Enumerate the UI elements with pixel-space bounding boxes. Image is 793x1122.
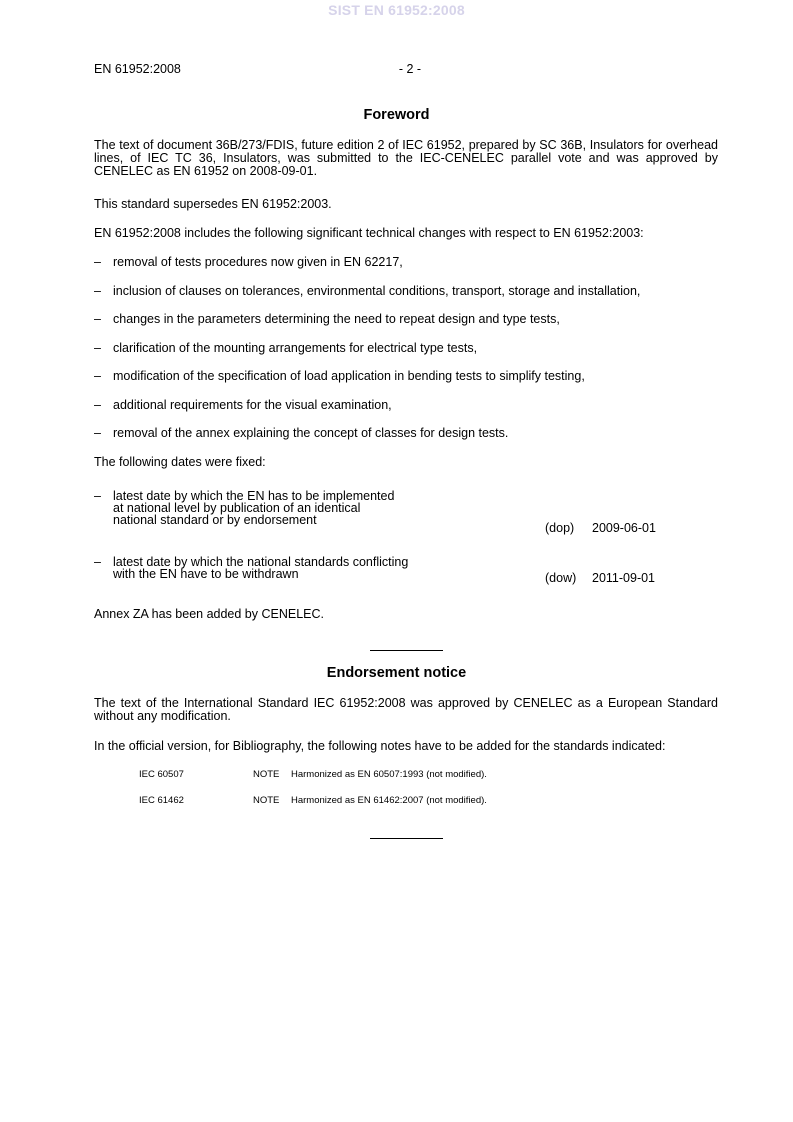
list-item-text: removal of tests procedures now given in EN 62217, bbox=[113, 255, 403, 269]
list-item-text: changes in the parameters determining the need to repeat design and type tests, bbox=[113, 312, 560, 326]
dash-bullet: – bbox=[94, 341, 101, 355]
endorsement-title: Endorsement notice bbox=[326, 665, 467, 681]
dash-bullet: – bbox=[94, 284, 101, 298]
dash-bullet: – bbox=[94, 426, 101, 440]
section-divider bbox=[370, 838, 443, 839]
dash-bullet: – bbox=[94, 489, 101, 503]
date-entry-text: latest date by which the national standards conflicting with the EN have to be withdrawn bbox=[113, 555, 409, 581]
watermark: SIST EN 61952:2008 bbox=[328, 2, 465, 18]
list-item-text: clarification of the mounting arrangements for electrical type tests, bbox=[113, 341, 478, 355]
list-item-text: modification of the specification of load application in bending tests to simplify testing, bbox=[113, 369, 585, 383]
note-reference: IEC 60507 bbox=[139, 769, 184, 780]
foreword-dates-intro: The following dates were fixed: bbox=[94, 455, 266, 469]
dash-bullet: – bbox=[94, 555, 101, 569]
dash-bullet: – bbox=[94, 312, 101, 326]
list-item-text: inclusion of clauses on tolerances, environmental conditions, transport, storage and installation, bbox=[113, 284, 641, 298]
endorsement-text: The text of the International Standard IEC 61952:2008 was approved by CENELEC as a European Standard without any modification. bbox=[94, 696, 718, 723]
note-text: Harmonized as EN 60507:1993 (not modified). bbox=[291, 769, 487, 780]
date-entry-date: 2009-06-01 bbox=[592, 521, 656, 535]
note-label: NOTE bbox=[253, 795, 280, 806]
dash-bullet: – bbox=[94, 255, 101, 269]
header-doc-id: EN 61952:2008 bbox=[94, 62, 181, 76]
date-entry-date: 2011-09-01 bbox=[592, 571, 656, 585]
list-item-text: removal of the annex explaining the concept of classes for design tests. bbox=[113, 426, 509, 440]
foreword-intro: The text of document 36B/273/FDIS, future edition 2 of IEC 61952, prepared by SC 36B, Insulators for overhead lines, of IEC TC 36, Insulators, was submitted to the IEC-CENELEC parallel vote and was approved by CENELEC as EN 61952 on 2008-09-01. bbox=[94, 138, 718, 178]
date-entry-code: (dow) bbox=[545, 571, 577, 585]
endorsement-bibliography-intro: In the official version, for Bibliography, the following notes have to be added for the standards indicated: bbox=[94, 739, 666, 753]
note-reference: IEC 61462 bbox=[139, 795, 184, 806]
foreword-supersedes: This standard supersedes EN 61952:2003. bbox=[94, 197, 332, 211]
note-text: Harmonized as EN 61462:2007 (not modified). bbox=[291, 795, 487, 806]
foreword-changes-intro: EN 61952:2008 includes the following significant technical changes with respect to EN 61952:2003: bbox=[94, 226, 644, 240]
list-item-text: additional requirements for the visual examination, bbox=[113, 398, 392, 412]
foreword-annex: Annex ZA has been added by CENELEC. bbox=[94, 607, 325, 621]
header-page-number: - 2 - bbox=[398, 62, 422, 76]
date-entry-text: latest date by which the EN has to be implemented at national level by publication of an identical national standard or by endorsement bbox=[113, 489, 395, 527]
dash-bullet: – bbox=[94, 398, 101, 412]
foreword-title: Foreword bbox=[363, 107, 430, 123]
note-label: NOTE bbox=[253, 769, 280, 780]
dash-bullet: – bbox=[94, 369, 101, 383]
date-entry-code: (dop) bbox=[545, 521, 575, 535]
section-divider bbox=[370, 650, 443, 651]
